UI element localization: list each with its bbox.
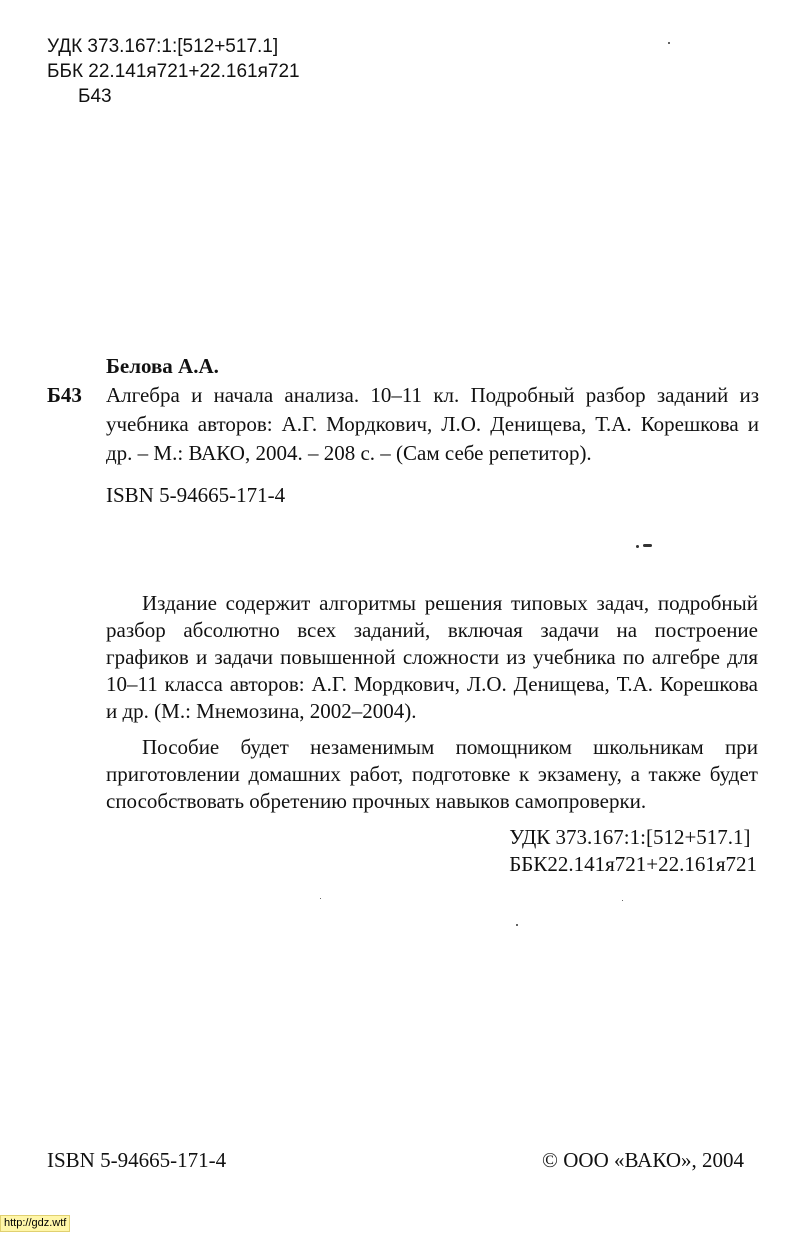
scan-speck [516, 924, 518, 926]
bottom-udk-code: УДК 373.167:1:[512+517.1] [509, 825, 751, 849]
annotation [106, 590, 758, 824]
scan-speck [668, 42, 670, 44]
annotation-paragraph: Пособие будет незаменимым помощником школьникам при приготовлении домашних работ, подготовке к экзамену, а также будет способствовать обретению прочных навыков самопроверки. [106, 735, 758, 813]
bottom-classification-codes [509, 824, 757, 878]
card-entry [47, 381, 759, 468]
annotation-paragraph: Издание содержит алгоритмы решения типовых задач, подробный разбор абсолютно всех заданий, включая задачи на построение графиков и задачи повышенной сложности из учебника по алгебре для 10–11 класса авторов: А.Г. Мордкович, Л.О. Денищева, Т.А. Корешкова и др. (М.: Мнемозина, 2002–2004). [106, 591, 758, 723]
card-author-mark: Б43 [47, 383, 82, 407]
card-isbn: ISBN 5-94665-171-4 [106, 483, 286, 507]
footer-isbn: ISBN 5-94665-171-4 [47, 1148, 227, 1172]
scan-speck [622, 900, 623, 901]
card-author: Белова А.А. [106, 354, 219, 378]
scan-speck [643, 544, 652, 547]
scan-speck [636, 545, 639, 548]
card-description: Алгебра и начала анализа. 10–11 кл. Подробный разбор заданий из учебника авторов: А.Г. Мордкович, Л.О. Денищева, Т.А. Корешкова и др. – М.: ВАКО, 2004. – 208 с. – (Сам себе репетитор). [106, 383, 759, 465]
top-bbk-code: ББК 22.141я721+22.161я721 [47, 61, 300, 82]
catalog-card [47, 352, 759, 510]
top-author-mark: Б43 [78, 86, 112, 107]
top-classification-codes [47, 34, 300, 109]
bottom-bbk-code: ББК22.141я721+22.161я721 [509, 852, 757, 876]
top-udk-code: УДК 373.167:1:[512+517.1] [47, 36, 279, 57]
scan-speck [320, 898, 321, 899]
watermark-link[interactable]: http://gdz.wtf [0, 1215, 70, 1232]
footer-copyright: © ООО «ВАКО», 2004 [542, 1148, 744, 1172]
